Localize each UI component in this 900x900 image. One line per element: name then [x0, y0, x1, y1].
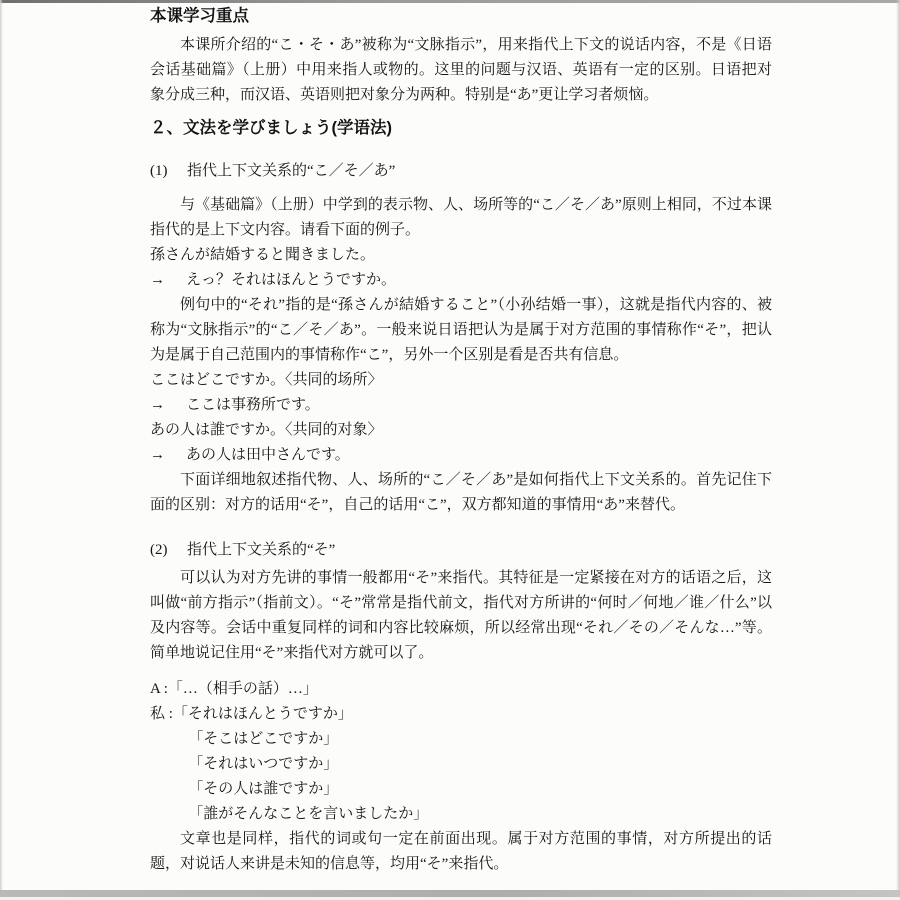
item2-number: (2)	[150, 542, 168, 558]
example1-question: 孫さんが結婚すると聞きました。	[150, 247, 376, 263]
example1-answer	[150, 268, 772, 293]
example3-question: あの人は誰ですか。〈共同的对象〉	[150, 422, 383, 438]
arrow-glyph: →	[150, 447, 165, 463]
dialogue-line-3: 「そこはどこですか」	[188, 731, 339, 747]
example1-answer-text: えっ？それはほんとうですか。	[186, 272, 397, 288]
example2-answer-text: ここは事務所です。	[186, 397, 320, 413]
item1-paragraph-1: 与《基础篇》（上册）中学到的表示物、人、场所等的“こ／そ／あ”原则上相同，不过本课指代的是上下文内容。请看下面的例子。	[150, 197, 772, 238]
example3-answer-text: あの人は田中さんです。	[186, 447, 350, 463]
item1-paragraph-3: 下面详细地叙述指代物、人、场所的“こ／そ／あ”是如何指代上下文关系的。首先记住下面的区别：对方的话用“そ”，自己的话用“こ”，双方都知道的事情用“あ”来替代。	[150, 472, 772, 513]
dialogue-line-5: 「その人は誰ですか」	[188, 781, 339, 797]
item1-title: 指代上下文关系的“こ／そ／あ”	[187, 163, 396, 179]
scan-edge-right	[896, 0, 900, 900]
item1-label	[150, 159, 772, 184]
grammar-section-heading: ２、文法を学びましょう(学语法)	[150, 119, 392, 137]
page-content	[150, 4, 772, 877]
scan-edge-left	[0, 0, 3, 900]
scan-edge-top	[0, 0, 900, 3]
lesson-focus-heading: 本课学习重点	[150, 7, 249, 25]
dialogue-line-watashi: 私 :「それはほんとうですか」	[150, 706, 353, 722]
dialogue-line-4: 「それはいつですか」	[188, 756, 339, 772]
arrow-glyph: →	[150, 272, 165, 288]
intro-paragraph: 本课所介绍的“こ・そ・あ”被称为“文脉指示”，用来指代上下文的说话内容，不是《日语会话基础篇》（上册）中用来指人或物的。这里的问题与汉语、英语有一定的区别。日语把对象分成三种，而汉语、英语则把对象分为两种。特别是“あ”更让学习者烦恼。	[150, 37, 772, 103]
item1-number: (1)	[150, 163, 168, 179]
dialogue-line-a: A :「…（相手の話）…」	[150, 681, 318, 697]
item1-paragraph-2: 例句中的“それ”指的是“孫さんが結婚すること”（小孙结婚一事），这就是指代内容的、被称为“文脉指示”的“こ／そ／あ”。一般来说日语把认为是属于对方范围的事情称作“そ”，把认为是属于自己范围内的事情称作“こ”，另外一个区别是看是否共有信息。	[150, 297, 772, 363]
arrow-glyph: →	[150, 397, 165, 413]
item2-paragraph-2: 文章也是同样，指代的词或句一定在前面出现。属于对方范围的事情，对方所提出的话题，对说话人来讲是未知的信息等，均用“そ”来指代。	[150, 831, 772, 872]
example3-answer	[150, 443, 772, 468]
dialogue-line-6: 「誰がそんなことを言いましたか」	[188, 806, 429, 822]
example2-answer	[150, 393, 772, 418]
item2-label	[150, 538, 772, 563]
example2-question: ここはどこですか。〈共同的场所〉	[150, 372, 383, 388]
scan-edge-bottom	[0, 890, 900, 897]
item2-title: 指代上下文关系的“そ”	[187, 542, 336, 558]
item2-paragraph-1: 可以认为对方先讲的事情一般都用“そ”来指代。其特征是一定紧接在对方的话语之后，这叫做“前方指示”（指前文）。“そ”常常是指代前文，指代对方所讲的“何时／何地／谁／什么”以及内容等。会话中重复同样的词和内容比较麻烦，所以经常出现“それ／その／そんな…”等。简单地说记住用“そ”来指代对方就可以了。	[150, 570, 772, 661]
